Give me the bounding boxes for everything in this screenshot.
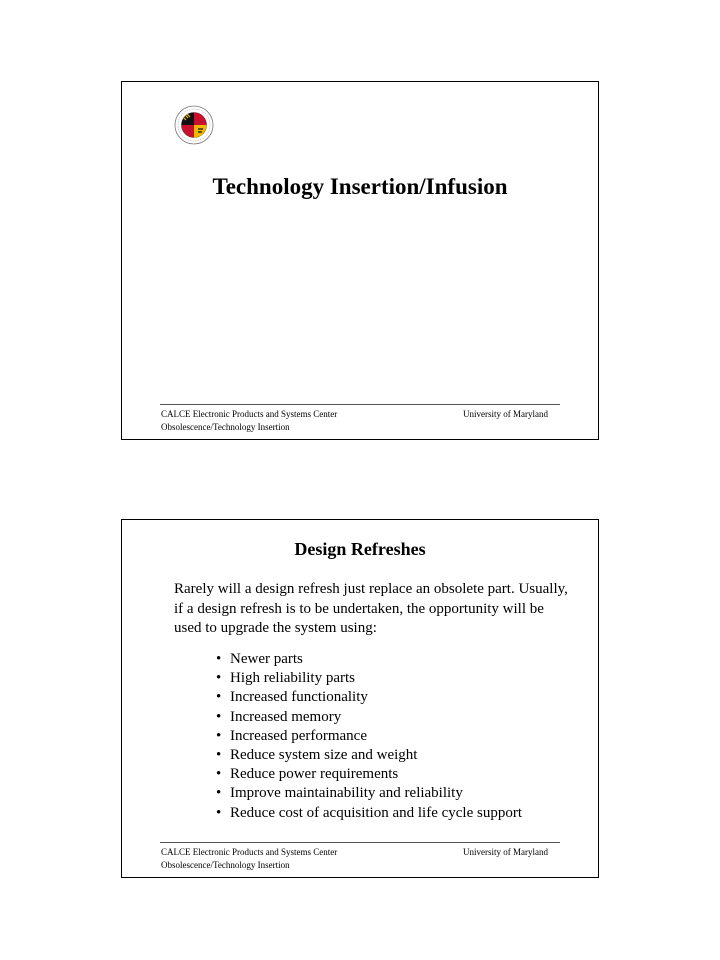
intro-paragraph: Rarely will a design refresh just replace an obsolete part. Usually, if a design refresh is to be undertaken, the opportunity will be used to upgrade the system using: — [174, 581, 568, 636]
bullet-dot-icon: • — [216, 804, 222, 821]
bullet-item — [216, 765, 522, 784]
bullet-item — [216, 784, 522, 803]
slide2-title: Design Refreshes — [294, 539, 426, 559]
footer-center-name: CALCE Electronic Products and Systems Center — [161, 847, 338, 857]
bullet-item — [216, 727, 522, 746]
footer-divider — [160, 842, 560, 843]
bullet-dot-icon: • — [216, 747, 222, 764]
slide-design-refreshes — [121, 519, 599, 878]
bullet-text: Newer parts — [230, 651, 303, 667]
footer-course-name: Obsolescence/Technology Insertion — [161, 422, 290, 432]
bullet-dot-icon: • — [216, 727, 222, 744]
bullet-text: Increased memory — [230, 708, 342, 725]
bullet-dot-icon: • — [216, 766, 222, 783]
university-seal-logo — [174, 105, 214, 145]
slide-technology-insertion — [121, 81, 599, 440]
footer-university: University of Maryland — [463, 847, 548, 857]
bullet-text: High reliability parts — [230, 670, 355, 687]
bullet-item — [216, 708, 522, 727]
bullet-text: Reduce cost of acquisition and life cycle support — [230, 804, 522, 821]
bullet-dot-icon: • — [216, 689, 222, 706]
footer-course-name: Obsolescence/Technology Insertion — [161, 860, 290, 870]
bullet-dot-icon: • — [216, 670, 222, 687]
bullet-text: Reduce power requirements — [230, 766, 399, 783]
bullet-text: Increased performance — [230, 727, 367, 744]
bullet-dot-icon: • — [216, 708, 222, 725]
footer-university: University of Maryland — [463, 409, 548, 419]
bullet-item — [216, 804, 522, 823]
bullet-item — [216, 746, 522, 765]
bullet-list — [216, 650, 522, 823]
bullet-text: Improve maintainability and reliability — [230, 785, 463, 802]
bullet-item — [216, 688, 522, 707]
bullet-dot-icon: • — [216, 651, 222, 667]
footer-divider — [160, 404, 560, 405]
bullet-dot-icon: • — [216, 785, 222, 802]
bullet-item — [216, 650, 522, 669]
bullet-text: Reduce system size and weight — [230, 747, 418, 764]
bullet-item — [216, 669, 522, 688]
footer-center-name: CALCE Electronic Products and Systems Center — [161, 409, 338, 419]
slide1-title: Technology Insertion/Infusion — [212, 174, 508, 199]
bullet-text: Increased functionality — [230, 689, 368, 706]
